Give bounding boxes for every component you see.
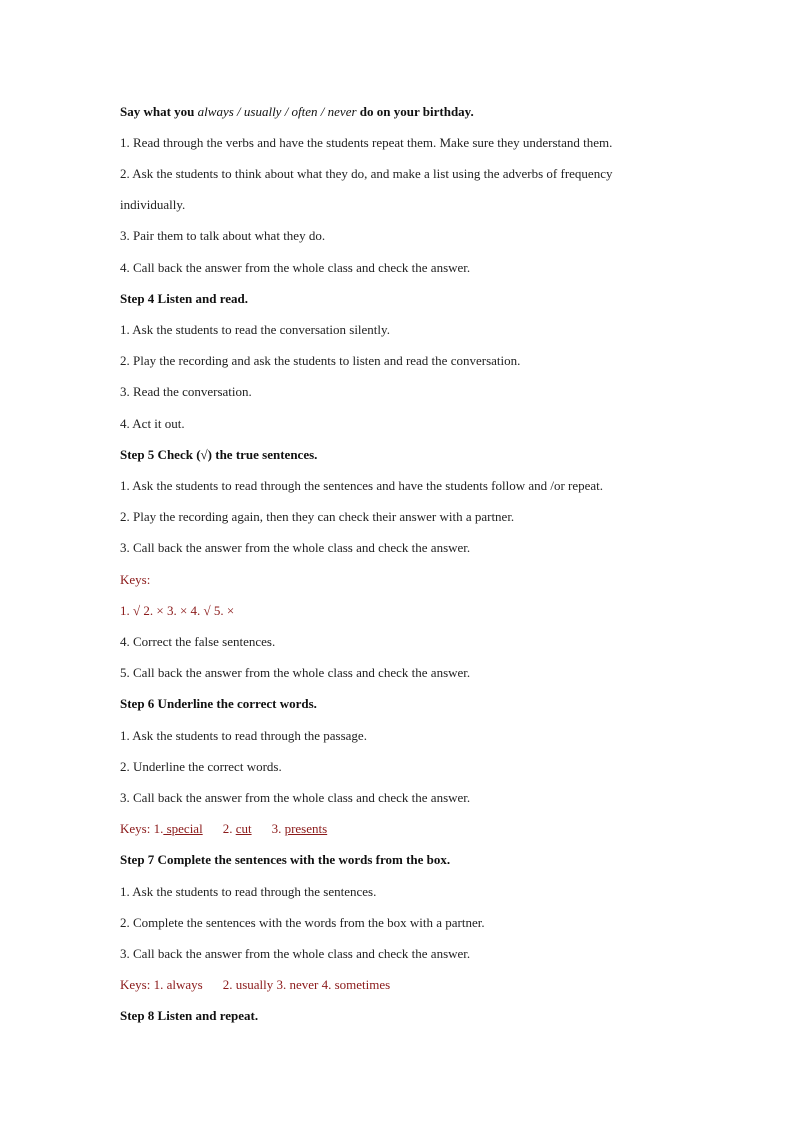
step7-item: 1. Ask the students to read through the sentences. <box>120 884 377 899</box>
step6-key-3: presents <box>284 821 328 836</box>
intro-step: individually. <box>120 197 186 212</box>
step5-item: 4. Correct the false sentences. <box>120 634 276 649</box>
step7-item: 2. Complete the sentences with the words from the box with a partner. <box>120 915 485 930</box>
intro-step: 2. Ask the students to think about what they do, and make a list using the adverbs of frequency <box>120 166 613 181</box>
step6-key-3-prefix: 3. <box>271 821 285 836</box>
step7-keys <box>120 977 680 993</box>
step4-item: 3. Read the conversation. <box>120 384 252 399</box>
intro-step: 3. Pair them to talk about what they do. <box>120 228 326 243</box>
step5-keys-label: Keys: <box>120 572 151 587</box>
step4-item: 1. Ask the students to read the conversation silently. <box>120 322 390 337</box>
step6-key-2: cut <box>235 821 252 836</box>
step6-key-1: special <box>163 821 203 836</box>
intro-step: 4. Call back the answer from the whole class and check the answer. <box>120 260 471 275</box>
intro-adverbs: always / usually / often / never <box>197 104 357 119</box>
step6-key-2-prefix: 2. <box>222 821 236 836</box>
step7-item: 3. Call back the answer from the whole class and check the answer. <box>120 946 471 961</box>
intro-prefix: Say what you <box>120 104 198 119</box>
step7-keys-a: Keys: 1. always <box>120 977 203 992</box>
step6-item: 1. Ask the students to read through the passage. <box>120 728 367 743</box>
step4-heading: Step 4 Listen and read. <box>120 291 248 306</box>
step5-item: 1. Ask the students to read through the sentences and have the students follow and /or repeat. <box>120 478 604 493</box>
step5-item: 2. Play the recording again, then they can check their answer with a partner. <box>120 509 515 524</box>
step6-item: 2. Underline the correct words. <box>120 759 282 774</box>
intro-heading <box>120 104 680 120</box>
step6-item: 3. Call back the answer from the whole class and check the answer. <box>120 790 471 805</box>
step6-keys <box>120 821 680 837</box>
step4-item: 2. Play the recording and ask the students to listen and read the conversation. <box>120 353 521 368</box>
intro-suffix: do on your birthday. <box>356 104 474 119</box>
step6-heading: Step 6 Underline the correct words. <box>120 696 317 711</box>
step5-heading: Step 5 Check (√) the true sentences. <box>120 447 318 462</box>
step7-keys-b: 2. usually 3. never 4. sometimes <box>222 977 391 992</box>
step5-item: 5. Call back the answer from the whole class and check the answer. <box>120 665 471 680</box>
step8-heading: Step 8 Listen and repeat. <box>120 1008 259 1023</box>
step7-heading: Step 7 Complete the sentences with the words from the box. <box>120 852 451 867</box>
step5-item: 3. Call back the answer from the whole class and check the answer. <box>120 540 471 555</box>
step5-keys: 1. √ 2. × 3. × 4. √ 5. × <box>120 603 235 618</box>
step6-keys-prefix: Keys: 1. <box>120 821 164 836</box>
intro-step: 1. Read through the verbs and have the students repeat them. Make sure they understand them. <box>120 135 613 150</box>
step4-item: 4. Act it out. <box>120 416 185 431</box>
